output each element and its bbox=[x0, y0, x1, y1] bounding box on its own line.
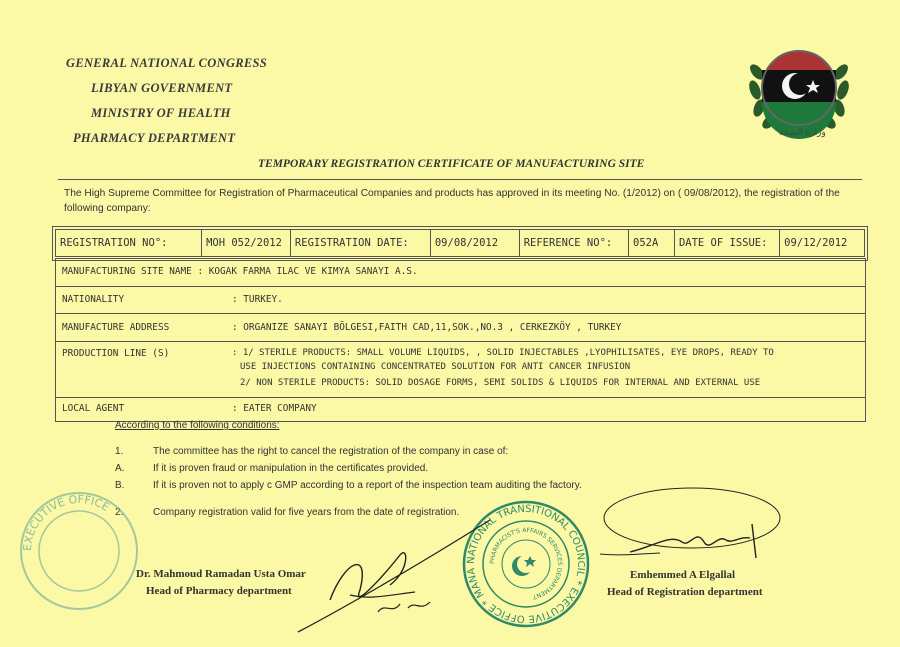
certificate-title: TEMPORARY REGISTRATION CERTIFICATE OF MANUFACTURING SITE bbox=[258, 158, 645, 170]
production-line-label: PRODUCTION LINE (S) bbox=[62, 348, 170, 359]
reference-no-value: 052A bbox=[629, 230, 675, 257]
header-ministry: MINISTRY OF HEALTH bbox=[91, 106, 231, 120]
nationality-label: NATIONALITY bbox=[62, 294, 125, 305]
right-signatory-name: Emhemmed A Elgallal bbox=[630, 569, 736, 581]
registration-date-value: 09/08/2012 bbox=[430, 230, 519, 257]
condition-text: If it is proven not to apply c GMP according to a report of the inspection team auditing the factory. bbox=[153, 480, 582, 491]
condition-text: If it is proven fraud or manipulation in the certificates provided. bbox=[153, 463, 429, 474]
nationality-value: : TURKEY. bbox=[232, 294, 283, 305]
site-details bbox=[55, 258, 866, 422]
header-department: PHARMACY DEPARTMENT bbox=[73, 131, 236, 145]
left-signatory-name: Dr. Mahmoud Ramadan Usta Omar bbox=[136, 568, 306, 580]
nationality-row bbox=[56, 287, 865, 314]
issue-date-value: 09/12/2012 bbox=[780, 230, 865, 257]
left-stamp-text: EXECUTIVE OFFICE bbox=[20, 492, 112, 552]
production-line-row bbox=[56, 342, 865, 398]
production-line-value-1: : 1/ STERILE PRODUCTS: SMALL VOLUME LIQUIDS, , SOLID INJECTABLES ,LYOPHILISATES, EYE DROPS, READY TO bbox=[232, 348, 774, 358]
stamp-inner-text: PHARMACIST'S AFFAIRS SERVICES DEPARTMENT bbox=[488, 526, 564, 601]
local-agent-label: LOCAL AGENT bbox=[62, 403, 125, 414]
header-congress: GENERAL NATIONAL CONGRESS bbox=[66, 56, 268, 70]
intro-paragraph: The High Supreme Committee for Registration of Pharmaceutical Companies and products has approved in its meeting No. (1/2012) on ( 09/08/2012), the registration of the following company: bbox=[64, 188, 840, 214]
conditions-title: According to the following conditions: bbox=[115, 420, 280, 431]
right-signatory-title: Head of Registration department bbox=[607, 586, 763, 598]
production-line-value-2: USE INJECTIONS CONTAINING CONCENTRATED SOLUTION FOR ANTI CANCER INFUSION bbox=[240, 362, 631, 372]
header-government: LIBYAN GOVERNMENT bbox=[91, 81, 233, 95]
condition-text: Company registration valid for five years from the date of registration. bbox=[153, 507, 460, 518]
address-row bbox=[56, 314, 865, 342]
local-agent-value: : EATER COMPANY bbox=[232, 403, 317, 414]
condition-text: The committee has the right to cancel the registration of the company in case of: bbox=[153, 446, 509, 457]
title-rule bbox=[58, 179, 862, 180]
condition-number: 2. bbox=[115, 507, 124, 518]
left-stamp-icon bbox=[18, 490, 140, 612]
registration-no-value: MOH 052/2012 bbox=[202, 230, 291, 257]
address-label: MANUFACTURE ADDRESS bbox=[62, 322, 170, 333]
condition-number: A. bbox=[115, 463, 125, 474]
left-signature-icon bbox=[290, 500, 500, 640]
emblem-logo bbox=[743, 40, 855, 140]
issue-date-label: DATE OF ISSUE: bbox=[674, 230, 779, 257]
right-signature-icon bbox=[600, 484, 785, 574]
left-signatory-title: Head of Pharmacy department bbox=[146, 585, 292, 597]
crescent-star-emblem-icon bbox=[743, 40, 855, 140]
registration-no-label: REGISTRATION NO°: bbox=[56, 230, 202, 257]
site-name-text: MANUFACTURING SITE NAME : KOGAK FARMA ILAC VE KIMYA SANAYI A.S. bbox=[62, 266, 418, 277]
address-value: : ORGANIZE SANAYI BÖLGESI,FAITH CAD,11,SOK.,NO.3 , CERKEZKÖY , TURKEY bbox=[232, 322, 622, 333]
stamp-outer-text: NATIONAL TRANSITIONAL COUNCIL * EXECUTIVE OFFICE * MANAGEMENT OF HEALTH bbox=[457, 492, 587, 625]
condition-number: B. bbox=[115, 480, 125, 491]
local-agent-row bbox=[56, 398, 865, 421]
emblem-caption: وزارة الصحة bbox=[779, 128, 826, 138]
registration-table bbox=[55, 229, 865, 257]
registration-date-label: REGISTRATION DATE: bbox=[290, 230, 430, 257]
condition-number: 1. bbox=[115, 446, 124, 457]
site-name-row bbox=[56, 259, 865, 287]
production-line-value-3: 2/ NON STERILE PRODUCTS: SOLID DOSAGE FORMS, SEMI SOLIDS & LIQUIDS FOR INTERNAL AND EXTERNAL USE bbox=[240, 378, 761, 388]
reference-no-label: REFERENCE NO°: bbox=[519, 230, 628, 257]
